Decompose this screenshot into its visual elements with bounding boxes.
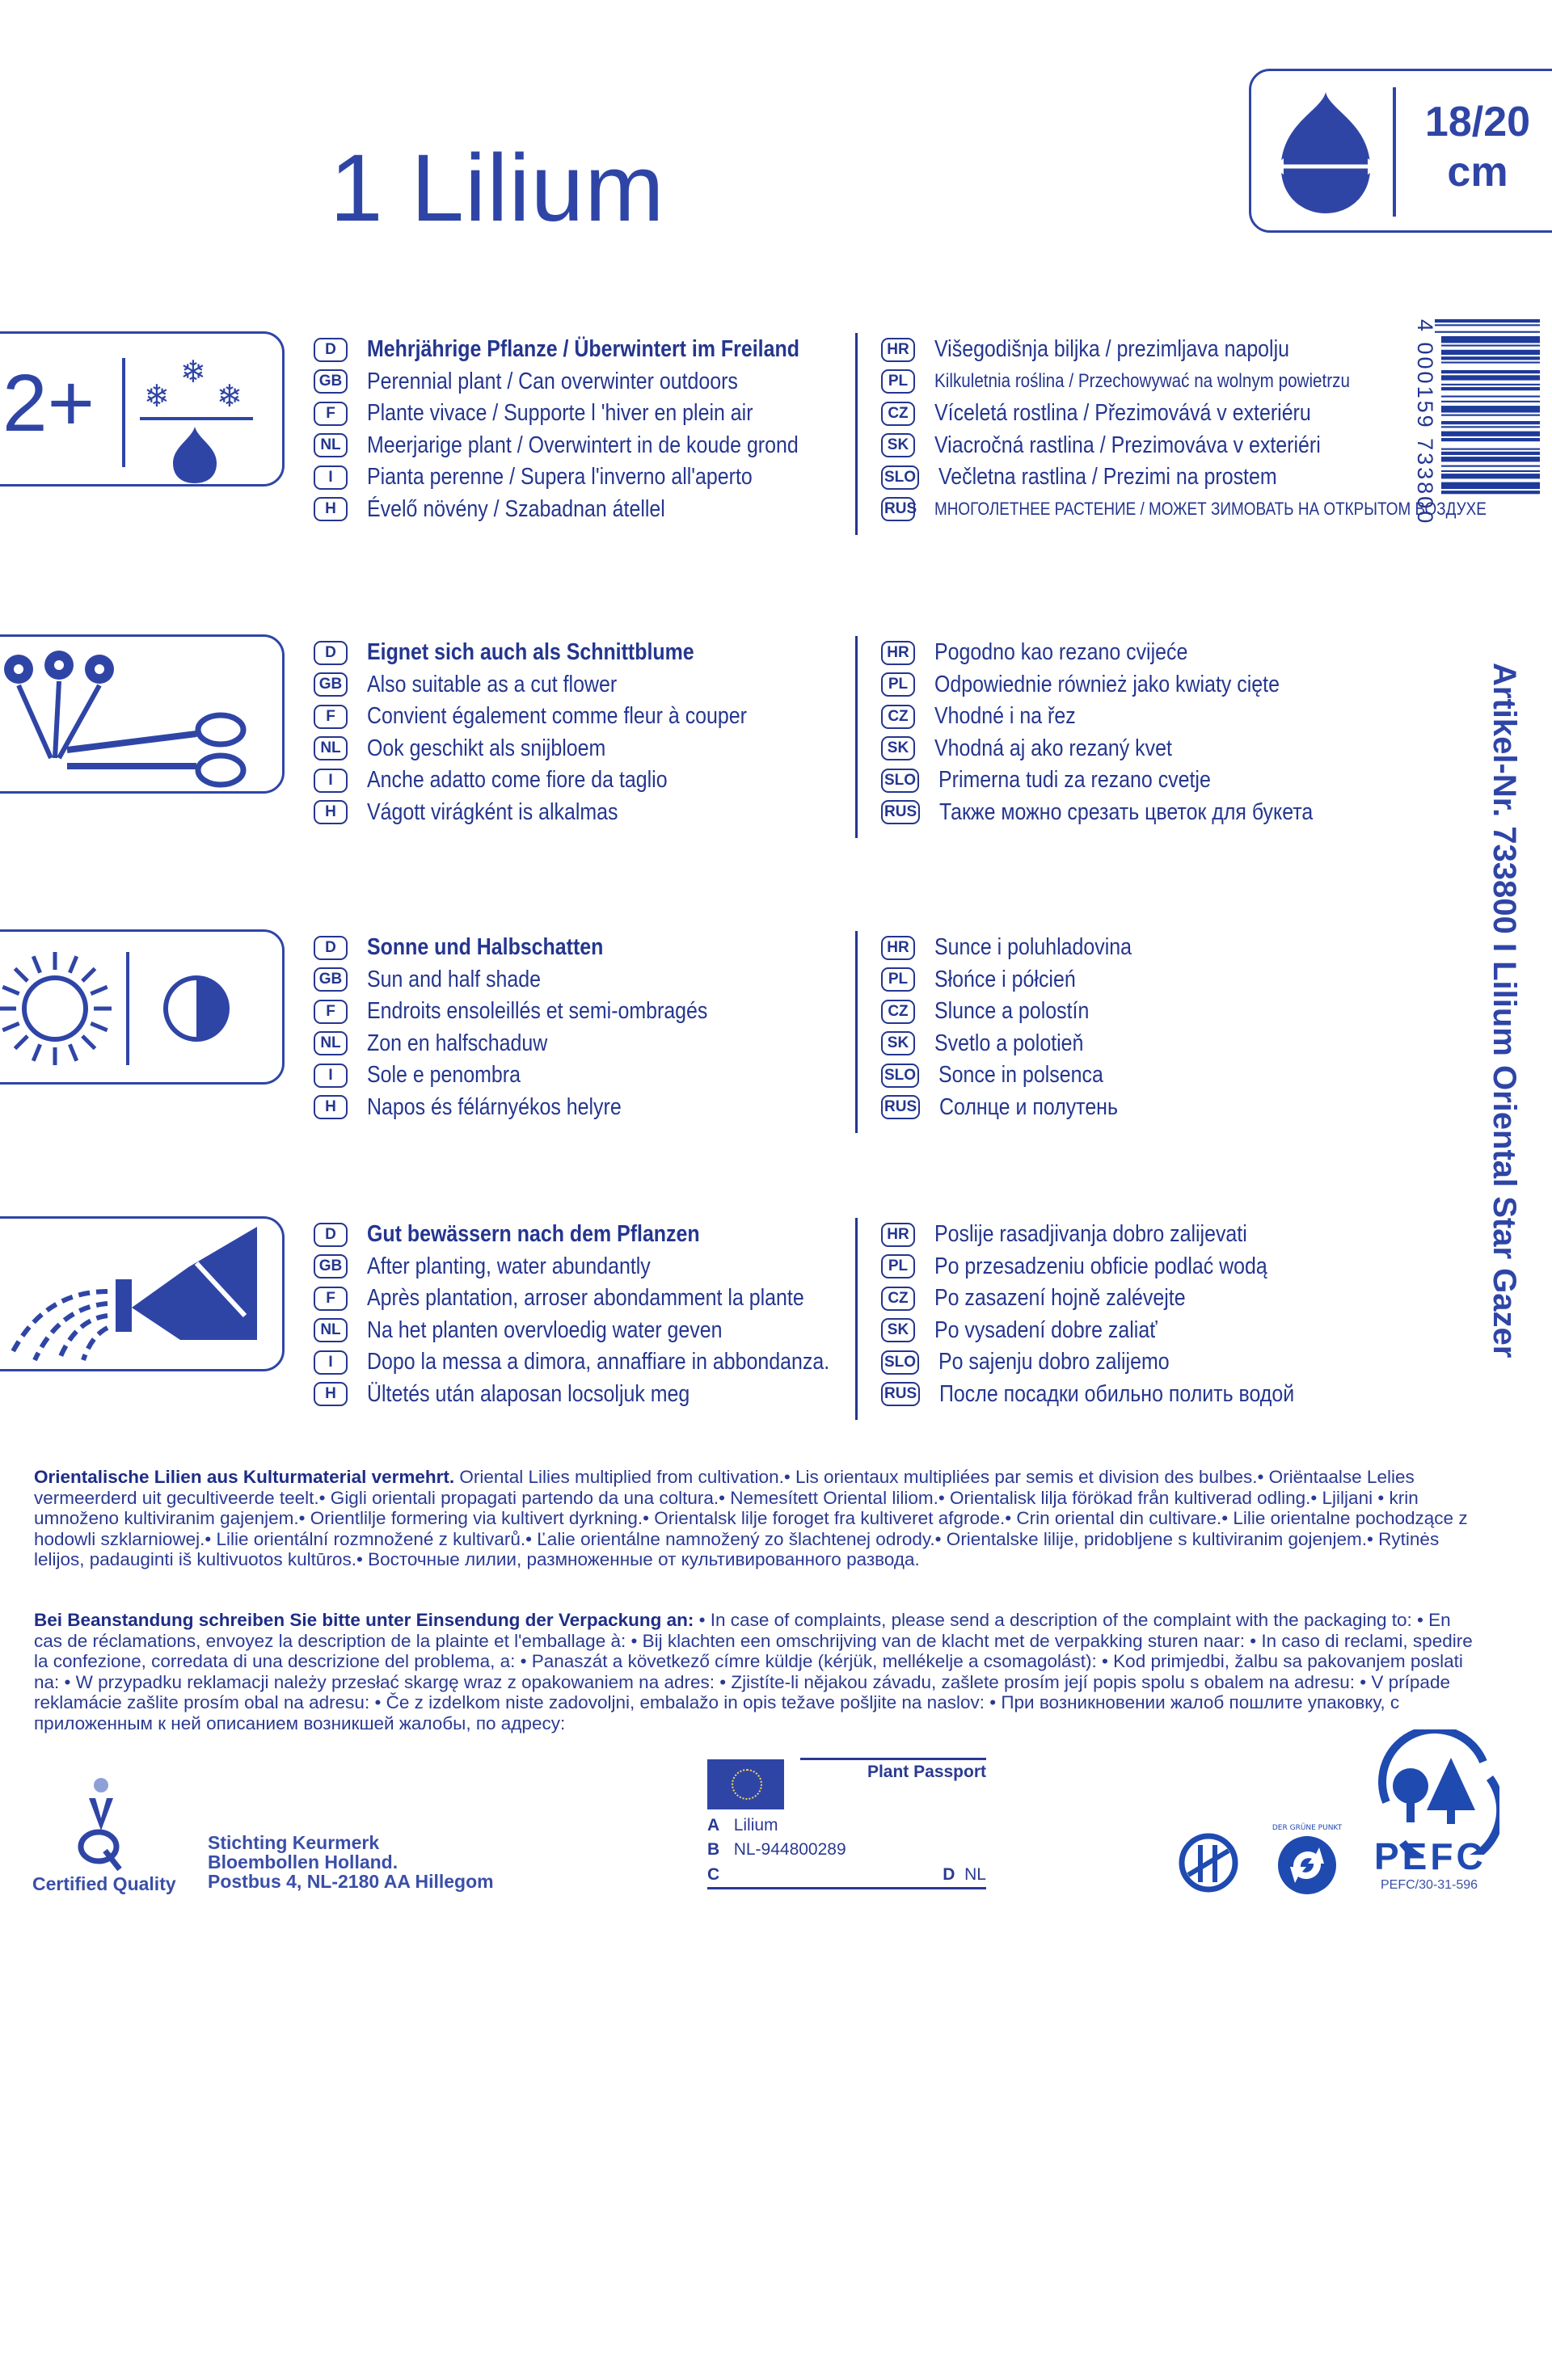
language-line bbox=[314, 1379, 839, 1411]
language-line bbox=[314, 1315, 839, 1347]
divider bbox=[1393, 87, 1396, 217]
sun-ray bbox=[15, 969, 28, 982]
instruction-text: Napos és félárnyékos helyre bbox=[367, 1093, 622, 1120]
field-label: D bbox=[943, 1865, 955, 1884]
barcode-bar bbox=[1441, 457, 1540, 461]
icon-box bbox=[0, 634, 285, 794]
language-line bbox=[314, 1219, 839, 1251]
language-code-badge: SLO bbox=[881, 769, 919, 793]
barcode-bar bbox=[1441, 438, 1540, 441]
language-code-badge: SK bbox=[881, 1031, 915, 1055]
language-line bbox=[881, 1379, 1406, 1411]
language-code-badge: H bbox=[314, 1095, 348, 1119]
language-line bbox=[881, 494, 1487, 526]
barcode-bar bbox=[1435, 331, 1540, 333]
language-code-badge: NL bbox=[314, 1031, 348, 1055]
language-code-badge: F bbox=[314, 402, 348, 426]
passport-field-d: NL bbox=[964, 1865, 986, 1884]
language-code-badge: CZ bbox=[881, 402, 915, 426]
icon-box bbox=[0, 331, 285, 487]
barcode-bar bbox=[1441, 387, 1540, 390]
instruction-text: Mehrjährige Pflanze / Überwintert im Freiland bbox=[367, 336, 799, 363]
language-code-badge: RUS bbox=[881, 497, 915, 521]
sun-ray bbox=[2, 987, 19, 993]
instruction-text: Slunce a polostín bbox=[934, 998, 1090, 1025]
sun-ray bbox=[91, 1023, 107, 1030]
instruction-text: Poslije rasadjivanja dobro zalijevati bbox=[934, 1221, 1247, 1248]
barcode-bar bbox=[1441, 415, 1540, 416]
left-language-column bbox=[314, 1219, 839, 1410]
instruction-text: Večletna rastlina / Prezimi na prostem bbox=[938, 464, 1277, 491]
article-number-label: Artikel-Nr. 733800 I Lilium Oriental Star Gazer bbox=[1487, 663, 1522, 1358]
language-line bbox=[314, 964, 839, 996]
instruction-text: Sole e penombra bbox=[367, 1062, 521, 1089]
barcode-bar bbox=[1441, 384, 1540, 385]
language-line bbox=[881, 366, 1406, 398]
perennial-frost-icon bbox=[0, 334, 285, 487]
certified-quality-logo-icon bbox=[65, 1774, 137, 1871]
language-code-badge: RUS bbox=[881, 800, 920, 824]
barcode-bar bbox=[1441, 491, 1540, 494]
instruction-text: Primerna tudi za rezano cvetje bbox=[938, 767, 1211, 794]
bulb-size-icon bbox=[1261, 86, 1390, 219]
language-line bbox=[314, 1092, 839, 1124]
column-divider bbox=[855, 931, 858, 1133]
language-line bbox=[314, 797, 839, 829]
barcode-bar bbox=[1441, 421, 1540, 424]
eu-flag-icon bbox=[707, 1759, 784, 1809]
barcode-bar bbox=[1441, 350, 1540, 355]
svg-text:❄: ❄ bbox=[217, 380, 242, 414]
instruction-text: Kilkuletnia roślina / Przechowywać na wolnym powietrzu bbox=[934, 370, 1350, 393]
language-line bbox=[314, 637, 839, 669]
instruction-text: Sonne und Halbschatten bbox=[367, 934, 604, 961]
instruction-text: Viacročná rastlina / Prezimováva v exteriéri bbox=[934, 432, 1321, 458]
instruction-text: Dopo la messa a dimora, annaffiare in abbondanza. bbox=[367, 1349, 830, 1375]
icon-box bbox=[0, 1216, 285, 1371]
language-line bbox=[881, 964, 1406, 996]
instruction-text: Sun and half shade bbox=[367, 966, 541, 992]
instruction-text: Sunce i poluhladovina bbox=[934, 934, 1132, 961]
instruction-text: Après plantation, arroser abondamment la plante bbox=[367, 1285, 804, 1312]
language-line bbox=[881, 461, 1406, 494]
barcode-bar bbox=[1441, 356, 1540, 360]
instruction-text: Perennial plant / Can overwinter outdoors bbox=[367, 368, 738, 394]
barcode-bar bbox=[1441, 401, 1540, 402]
instruction-text: Na het planten overvloedig water geven bbox=[367, 1316, 723, 1343]
language-code-badge: H bbox=[314, 1382, 348, 1406]
barcode-bar bbox=[1441, 474, 1540, 478]
barcode bbox=[1435, 319, 1540, 594]
instruction-text: Po przesadzeniu obficie podlać wodą bbox=[934, 1253, 1267, 1279]
language-line bbox=[881, 932, 1406, 964]
language-line bbox=[314, 1283, 839, 1315]
pefc-label: PEFC bbox=[1374, 1835, 1487, 1877]
field-label: A bbox=[707, 1816, 720, 1834]
language-line bbox=[881, 1219, 1406, 1251]
language-line bbox=[314, 765, 839, 797]
language-code-badge: I bbox=[314, 1064, 348, 1088]
language-code-badge: I bbox=[314, 465, 348, 490]
language-code-badge: RUS bbox=[881, 1095, 920, 1119]
language-line bbox=[314, 1251, 839, 1283]
origin-note-text: Oriental Lilies multiplied from cultivation.• Lis orientaux multipliées par semis et division des bulbes.• Oriëntaalse Lelies vermeerderd uit gecultiveerde teelt.• Gigli orientali propagati partendo da una coltura.• Nemesített Oriental liliom.• Orientalisk lilja förökad från kultiverad odling.• Ljiljani • krin umnoženo kultiviranim gajenjem.• Orientlilje formering via kultivert dyrkning.• Orientalsk lilje foroget fra kultiveret afgrode.• Crin oriental din cultivare.• Lilie orientalne pochodzące z hodowli szklarniowej.• Lilie orientální rozmnožené z kultivarů.• Ľalie orientálne namnožený zo šlachtenej odrody.• Orientalske lilije, pridobljene s kultiviranim gojenjem.• Rytinės lelijos, padauginti iš kultivuotos kultūros.• Восточные лилии, размноженные от культивированного развода. bbox=[34, 1467, 1468, 1569]
language-line bbox=[881, 1092, 1406, 1124]
language-code-badge: D bbox=[314, 641, 348, 665]
barcode-bar bbox=[1441, 470, 1540, 472]
language-line bbox=[314, 366, 839, 398]
svg-text:❄: ❄ bbox=[144, 380, 170, 414]
instruction-text: Also suitable as a cut flower bbox=[367, 671, 618, 697]
instruction-text: Po vysadení dobre zaliať bbox=[934, 1316, 1158, 1343]
barcode-bar bbox=[1441, 432, 1540, 436]
instruction-text: Po sajenju dobro zalijemo bbox=[938, 1349, 1170, 1375]
barcode-bar bbox=[1435, 319, 1540, 322]
language-code-badge: PL bbox=[881, 967, 915, 992]
language-code-badge: SK bbox=[881, 433, 915, 457]
instruction-text: Po zasazení hojně zalévejte bbox=[934, 1285, 1186, 1312]
language-line bbox=[314, 1346, 839, 1379]
language-code-badge: GB bbox=[314, 672, 348, 697]
barcode-bar bbox=[1441, 396, 1540, 398]
language-line bbox=[881, 733, 1406, 765]
sun-ray bbox=[33, 956, 40, 972]
language-line bbox=[314, 398, 839, 430]
sun-ray bbox=[82, 969, 95, 982]
column-divider bbox=[855, 636, 858, 838]
barcode-bar bbox=[1441, 426, 1540, 428]
language-code-badge: SLO bbox=[881, 465, 919, 490]
barcode-bar bbox=[1441, 449, 1540, 450]
language-code-badge: HR bbox=[881, 1223, 915, 1247]
language-line bbox=[881, 398, 1406, 430]
right-language-column bbox=[881, 1219, 1406, 1410]
plant-passport bbox=[707, 1758, 986, 1887]
language-code-badge: GB bbox=[314, 369, 348, 394]
barcode-bar bbox=[1441, 452, 1540, 455]
language-line bbox=[314, 733, 839, 765]
sun-half-shade-icon bbox=[0, 932, 285, 1085]
language-line bbox=[881, 669, 1406, 701]
language-code-badge: PL bbox=[881, 369, 915, 394]
origin-note bbox=[34, 1467, 1473, 1570]
language-code-badge: HR bbox=[881, 936, 915, 960]
sun-ray bbox=[2, 1023, 19, 1030]
language-line bbox=[314, 996, 839, 1028]
instruction-text: Vhodná aj ako rezaný kvet bbox=[934, 735, 1172, 761]
instruction-text: Víceletá rostlina / Přezimovává v exteriéru bbox=[934, 400, 1311, 427]
not-food-safe-icon bbox=[1176, 1830, 1241, 1895]
certified-quality-label: Certified Quality bbox=[32, 1873, 176, 1894]
language-code-badge: NL bbox=[314, 1318, 348, 1342]
language-line bbox=[314, 1059, 839, 1092]
sun-ray bbox=[33, 1044, 40, 1060]
instruction-text: МНОГОЛЕТНЕЕ РАСТЕНИЕ / МОЖЕТ ЗИМОВАТЬ НА ОТКРЫТОМ ВОЗДУХЕ bbox=[934, 499, 1487, 520]
language-code-badge: GB bbox=[314, 967, 348, 992]
language-code-badge: CZ bbox=[881, 1000, 915, 1024]
barcode-bar bbox=[1441, 406, 1540, 412]
language-line bbox=[881, 430, 1406, 462]
barcode-bar bbox=[1441, 465, 1540, 467]
instruction-text: Eignet sich auch als Schnittblume bbox=[367, 639, 694, 666]
svg-text:2+: 2+ bbox=[2, 358, 95, 449]
language-line bbox=[314, 1028, 839, 1060]
language-code-badge: SK bbox=[881, 1318, 915, 1342]
barcode-bar bbox=[1441, 375, 1540, 380]
instruction-text: Ültetés után alaposan locsoljuk meg bbox=[367, 1380, 690, 1407]
language-code-badge: PL bbox=[881, 672, 915, 697]
language-line bbox=[314, 461, 839, 494]
barcode-digits: 4 000159 733800 bbox=[1413, 319, 1437, 526]
language-code-badge: SLO bbox=[881, 1064, 919, 1088]
language-code-badge: H bbox=[314, 497, 348, 521]
language-line bbox=[314, 430, 839, 462]
instruction-text: Ook geschikt als snijbloem bbox=[367, 735, 606, 761]
barcode-bar bbox=[1441, 482, 1540, 489]
instruction-text: Vhodné i na řez bbox=[934, 703, 1076, 730]
cut-flower-scissors-icon bbox=[0, 637, 285, 790]
language-code-badge: RUS bbox=[881, 1382, 920, 1406]
language-line bbox=[314, 494, 839, 526]
instruction-text: Anche adatto come fiore da taglio bbox=[367, 767, 668, 794]
complaint-note-text: • In case of complaints, please send a description of the complaint with the packaging to: • En cas de réclamations, envoyez la description de la plainte et l'emballage à: • Bij klachten een omschrijving van de klacht met de verpakking sturen naar: • In caso di reclami, spedire la confezione, corredata di una descrizione del problema, a: • Panaszát a következő címre küldje (kérjük, mellékelje a csomagolást): • Kod primjedbi, žalbu sa pakovanjem poslati na: • W przypadku reklamacji należy przesłać skargę wraz z opakowaniem na adres: • Zjistíte-li nějakou závadu, zašlete prosím její popis spolu s obalem na adresu: • V prípade reklamácie zašlite prosím obal na adresu: • Če z izdelkom niste zadovoljni, embalažo in opis težave pošljite na naslov: • При возникновении жалоб пошлите упаковку, с приложенным к ней описанием возникшей жалобы, по адресу: bbox=[34, 1610, 1473, 1733]
barcode-bar bbox=[1441, 336, 1540, 343]
instruction-text: Svetlo a polotieň bbox=[934, 1030, 1084, 1056]
product-title: 1 Lilium bbox=[330, 135, 665, 242]
language-code-badge: F bbox=[314, 705, 348, 729]
watering-can-icon bbox=[0, 1219, 285, 1372]
sun-ray bbox=[70, 956, 76, 972]
language-line bbox=[881, 1346, 1406, 1379]
instruction-text: Convient également comme fleur à couper bbox=[367, 703, 747, 730]
pefc-code: PEFC/30-31-596 bbox=[1381, 1878, 1478, 1892]
language-line bbox=[881, 797, 1406, 829]
language-code-badge: H bbox=[314, 800, 348, 824]
language-line bbox=[881, 1028, 1406, 1060]
sun-ray bbox=[15, 1036, 28, 1049]
language-line bbox=[881, 1059, 1406, 1092]
language-code-badge: D bbox=[314, 936, 348, 960]
instruction-text: Meerjarige plant / Overwintert in de koude grond bbox=[367, 432, 799, 458]
column-divider bbox=[855, 1218, 858, 1420]
address-line: Postbus 4, NL-2180 AA Hillegom bbox=[208, 1871, 494, 1892]
bulb-size-badge bbox=[1249, 69, 1552, 233]
origin-note-heading: Orientalische Lilien aus Kulturmaterial vermehrt. bbox=[34, 1467, 455, 1487]
field-label: B bbox=[707, 1840, 720, 1859]
left-language-column bbox=[314, 334, 839, 525]
instruction-text: Évelő növény / Szabadnan átellel bbox=[367, 495, 665, 522]
instruction-text: Zon en halfschaduw bbox=[367, 1030, 548, 1056]
complaint-note-heading: Bei Beanstandung schreiben Sie bitte unter Einsendung der Verpackung an: bbox=[34, 1610, 694, 1630]
language-code-badge: HR bbox=[881, 641, 915, 665]
language-code-badge: D bbox=[314, 338, 348, 362]
language-code-badge: SK bbox=[881, 736, 915, 760]
field-label: C bbox=[707, 1865, 720, 1884]
language-code-badge: SLO bbox=[881, 1350, 919, 1375]
instruction-text: Sonce in polsenca bbox=[938, 1062, 1103, 1089]
passport-field-a: Lilium bbox=[733, 1816, 778, 1834]
instruction-text: After planting, water abundantly bbox=[367, 1253, 651, 1279]
language-code-badge: PL bbox=[881, 1254, 915, 1278]
language-line bbox=[314, 669, 839, 701]
instruction-text: Pogodno kao rezano cvijeće bbox=[934, 639, 1188, 666]
language-code-badge: I bbox=[314, 769, 348, 793]
language-line bbox=[881, 1283, 1406, 1315]
language-line bbox=[881, 1251, 1406, 1283]
language-line bbox=[881, 334, 1406, 366]
instruction-text: Odpowiednie również jako kwiaty cięte bbox=[934, 671, 1280, 697]
instruction-text: Gut bewässern nach dem Pflanzen bbox=[367, 1221, 700, 1248]
instruction-text: После посадки обильно полить водой bbox=[939, 1380, 1295, 1407]
size-value: 18/20 bbox=[1424, 99, 1531, 145]
sun-ray bbox=[70, 1044, 76, 1060]
language-code-badge: HR bbox=[881, 338, 915, 362]
right-language-column bbox=[881, 637, 1406, 828]
barcode-bar bbox=[1441, 345, 1540, 347]
language-code-badge: D bbox=[314, 1223, 348, 1247]
svg-text:❄: ❄ bbox=[180, 356, 206, 390]
size-unit: cm bbox=[1447, 149, 1508, 196]
language-code-badge: GB bbox=[314, 1254, 348, 1278]
language-line bbox=[314, 334, 839, 366]
complaint-note bbox=[34, 1610, 1473, 1733]
instruction-text: Солнце и полутень bbox=[939, 1093, 1119, 1120]
instruction-text: Plante vivace / Supporte l 'hiver en plein air bbox=[367, 400, 753, 427]
address-line: Stichting Keurmerk bbox=[208, 1832, 380, 1853]
instruction-text: Pianta perenne / Supera l'inverno all'aperto bbox=[367, 464, 753, 491]
instruction-text: Vágott virágként is alkalmas bbox=[367, 798, 618, 825]
language-line bbox=[881, 996, 1406, 1028]
green-dot-text: DER GRÜNE PUNKT bbox=[1272, 1824, 1343, 1832]
plant-passport-title: Plant Passport bbox=[867, 1763, 986, 1781]
instruction-text: Endroits ensoleillés et semi-ombragés bbox=[367, 998, 708, 1025]
right-language-column bbox=[881, 932, 1406, 1123]
language-line bbox=[881, 1315, 1406, 1347]
language-code-badge: F bbox=[314, 1000, 348, 1024]
barcode-bar bbox=[1435, 324, 1540, 326]
language-line bbox=[881, 637, 1406, 669]
language-line bbox=[881, 765, 1406, 797]
sun-ray bbox=[91, 987, 107, 993]
left-language-column bbox=[314, 932, 839, 1123]
language-line bbox=[314, 932, 839, 964]
barcode-bar bbox=[1441, 362, 1540, 364]
sun-ray bbox=[82, 1036, 95, 1049]
address-line: Bloembollen Holland. bbox=[208, 1851, 399, 1872]
language-code-badge: F bbox=[314, 1287, 348, 1311]
language-code-badge: I bbox=[314, 1350, 348, 1375]
language-code-badge: NL bbox=[314, 433, 348, 457]
instruction-text: Słońce i półcień bbox=[934, 966, 1076, 992]
language-line bbox=[881, 701, 1406, 733]
passport-field-b: NL-944800289 bbox=[733, 1840, 846, 1859]
column-divider bbox=[855, 333, 858, 535]
instruction-text: Также можно срезать цветок для букета bbox=[939, 798, 1314, 825]
green-dot-recycling-icon bbox=[1269, 1818, 1346, 1899]
barcode-bar bbox=[1441, 370, 1540, 373]
instruction-text: Višegodišnja biljka / prezimljava napolju bbox=[934, 336, 1290, 363]
language-code-badge: CZ bbox=[881, 705, 915, 729]
language-code-badge: CZ bbox=[881, 1287, 915, 1311]
left-language-column bbox=[314, 637, 839, 828]
language-line bbox=[314, 701, 839, 733]
icon-box bbox=[0, 929, 285, 1085]
language-code-badge: NL bbox=[314, 736, 348, 760]
